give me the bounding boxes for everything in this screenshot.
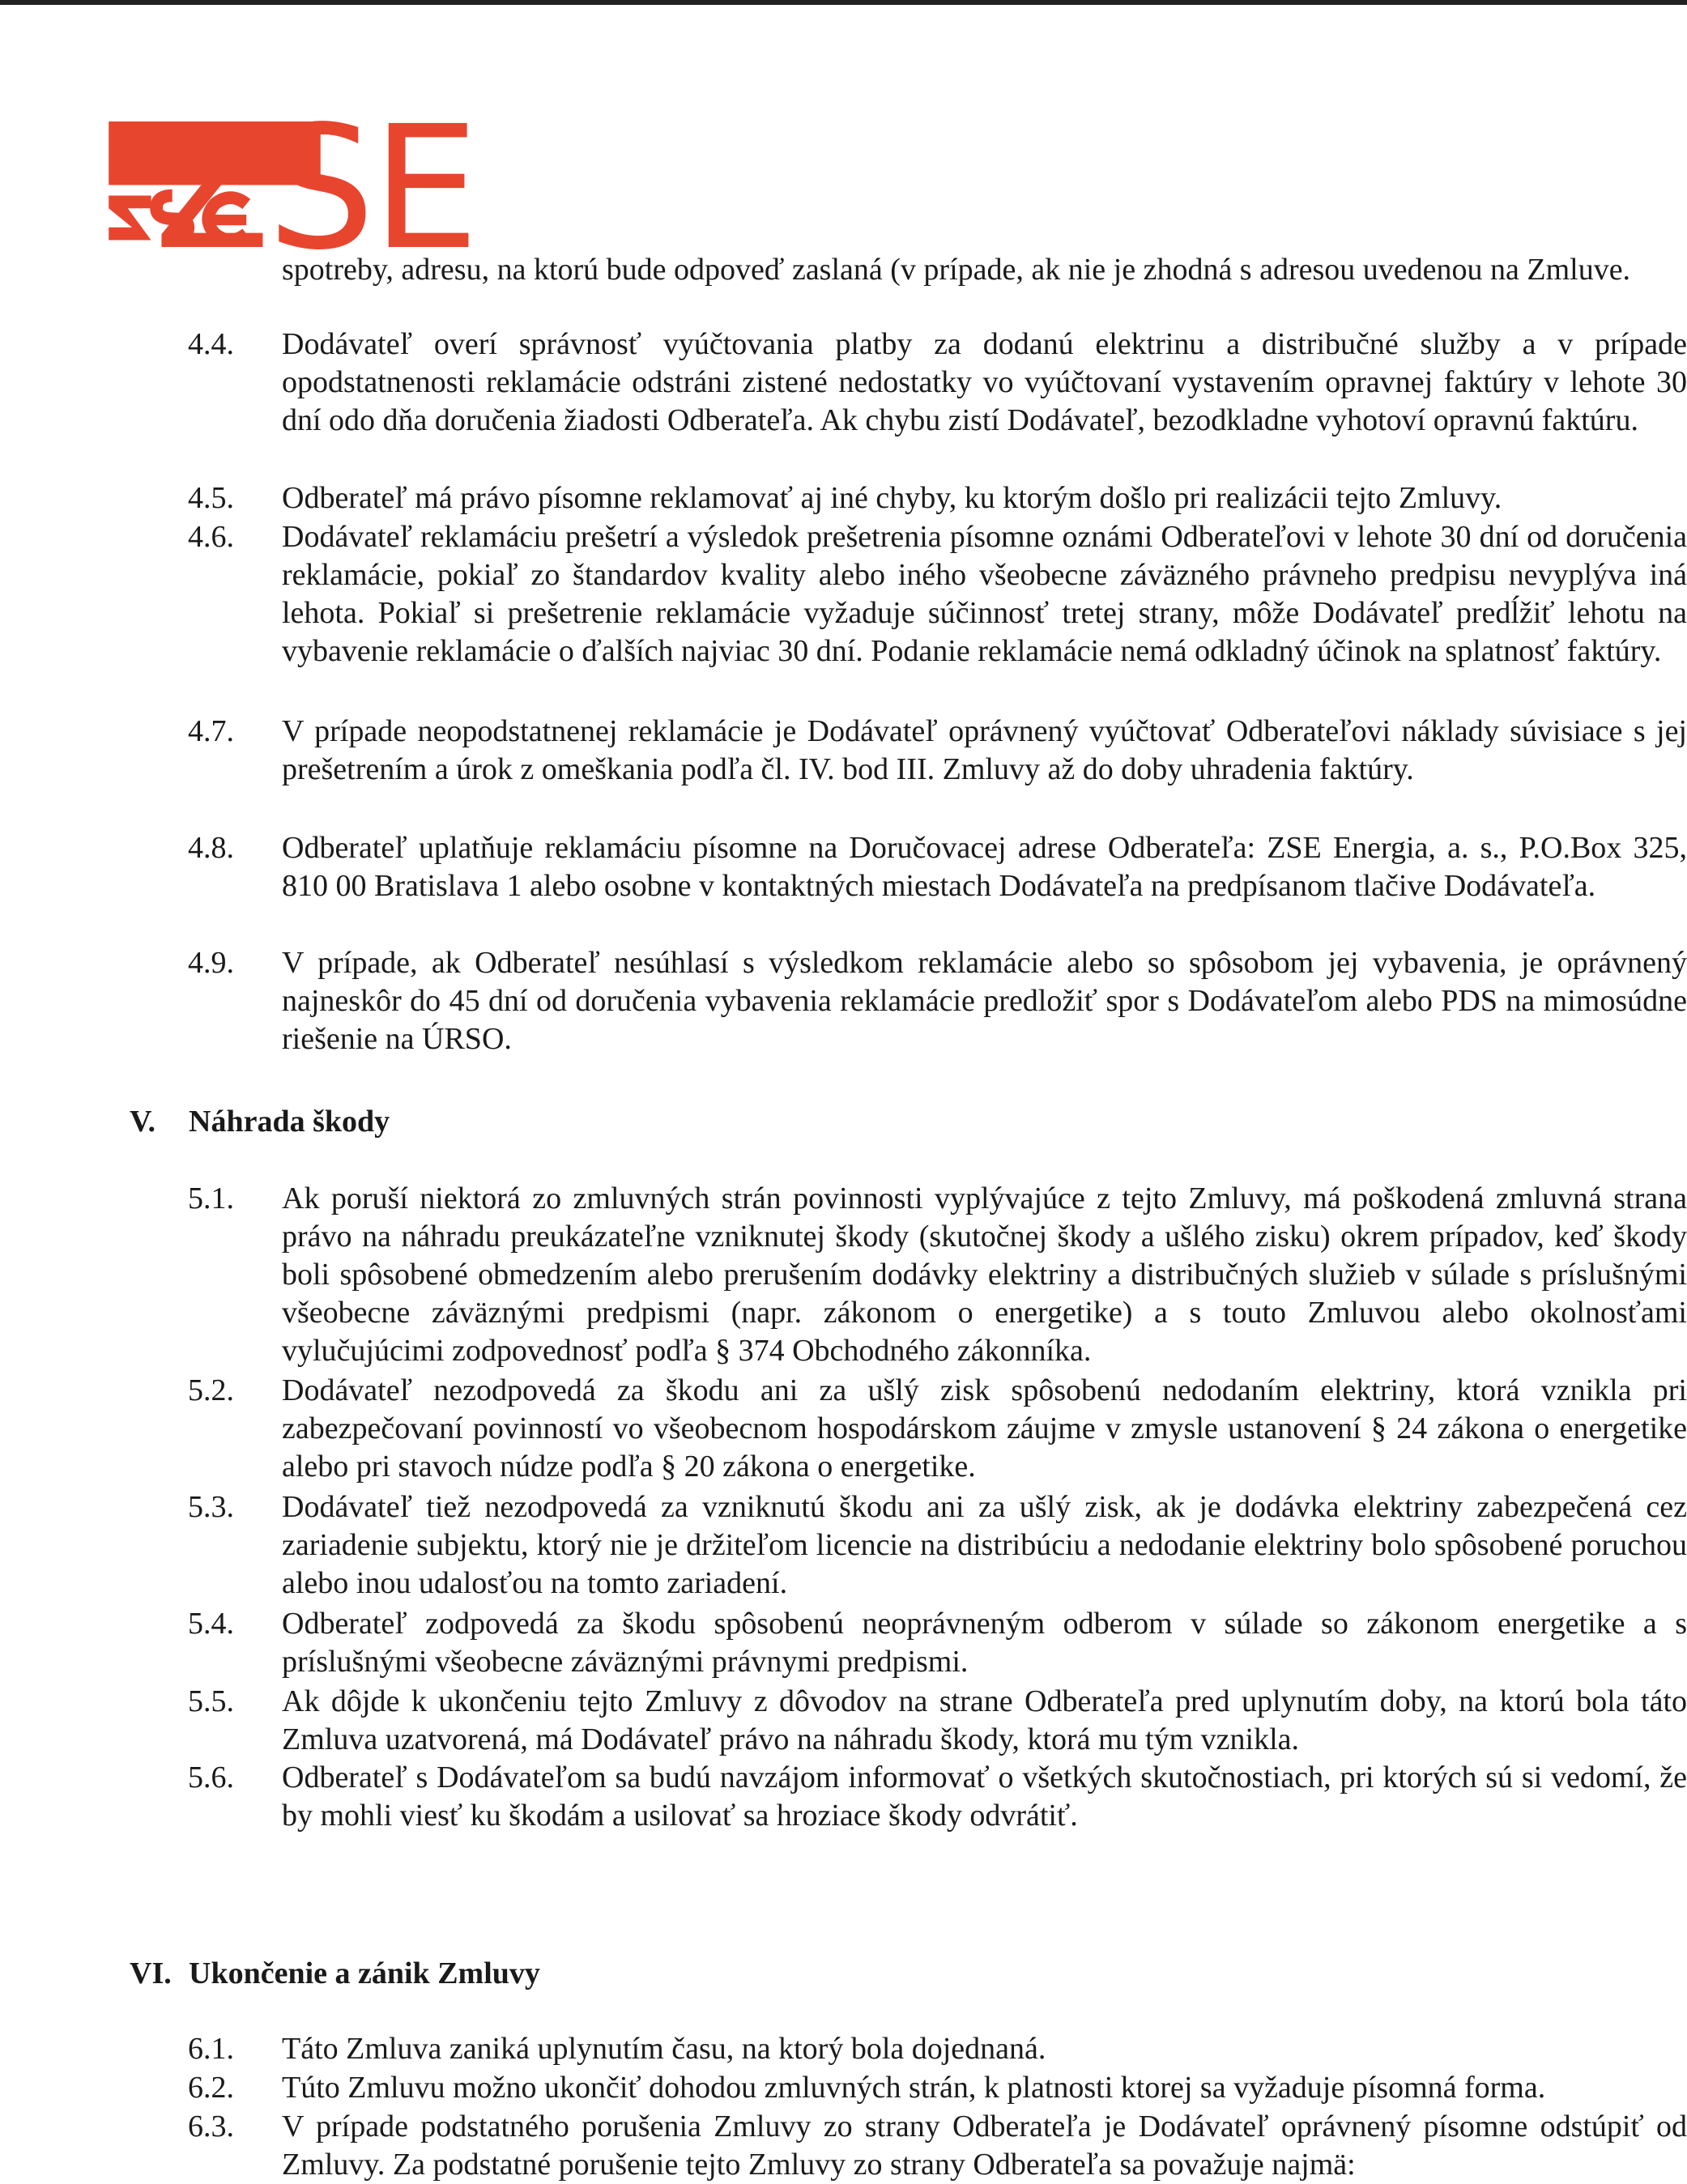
clause-number: 4.6. — [188, 520, 234, 554]
clause-text: Ak poruší niektorá zo zmluvných strán povinnosti vyplývajúce z tejto Zmluvy, má poškodená zmluvná strana právo na náhradu preukázateľne vzniknutej škody (skutočnej škody a ušlého zisku) okrem prípadov, keď škody boli spôsobené obmedzením alebo prerušením dodávky elektriny a distribučných služieb v súlade s príslušnými všeobecne záväznými predpismi (napr. zákonom o energetike) a s touto Zmluvou alebo okolnosťami vylučujúcimi zodpovednosť podľa § 374 Obchodného zákonníka. — [282, 1181, 1687, 1368]
clause-text: Dodávateľ nezodpovedá za škodu ani za ušlý zisk spôsobenú nedodaním elektriny, ktorá vznikla pri zabezpečovaní povinností vo všeobecnom hospodárskom záujme v zmysle ustanovení § 24 zákona o energetike alebo pri stavoch núdze podľa § 20 zákona o energetike. — [282, 1373, 1687, 1484]
clause-number: 4.5. — [188, 481, 234, 515]
clause-text: Ak dôjde k ukončeniu tejto Zmluvy z dôvodov na strane Odberateľa pred uplynutím doby, na ktorú bola táto Zmluva uzatvorená, má Dodávateľ právo na náhradu škody, ktorá mu tým vznikla. — [282, 1684, 1687, 1756]
clause-text: Dodávateľ overí správnosť vyúčtovania platby za dodanú elektrinu a distribučné služby a v prípade opodstatnenosti reklamácie odstráni zistené nedostatky vo vyúčtovaní vystavením opravnej faktúry v lehote 30 dní odo dňa doručenia žiadosti Odberateľa. Ak chybu zistí Dodávateľ, bezodkladne vyhotoví opravnú faktúru. — [282, 327, 1687, 437]
section-title: Ukončenie a zánik Zmluvy — [189, 1956, 540, 1990]
clause-number: 4.9. — [188, 946, 234, 980]
clause-text: Odberateľ uplatňuje reklamáciu písomne na Doručovacej adrese Odberateľa: ZSE Energia, a. s., P.O.Box 325, 810 00 Bratislava 1 alebo osobne v kontaktných miestach Dodávateľa na predpísanom tlačive Dodávateľa. — [282, 831, 1687, 903]
clause-text: V prípade, ak Odberateľ nesúhlasí s výsledkom reklamácie alebo so spôsobom jej vybavenia, je oprávnený najneskôr do 45 dní od doručenia vybavenia reklamácie predložiť spor s Dodávateľom alebo PDS na mimosúdne riešenie na ÚRSO. — [282, 946, 1687, 1056]
clause-text: Odberateľ s Dodávateľom sa budú navzájom informovať o všetkých skutočnostiach, pri ktorých sú si vedomí, že by mohli viesť ku škodám a usilovať sa hroziace škody odvrátiť. — [282, 1760, 1687, 1833]
clause-text: Odberateľ má právo písomne reklamovať aj iné chyby, ku ktorým došlo pri realizácii tejto Zmluvy. — [282, 481, 1502, 515]
clause-text: Dodávateľ reklamáciu prešetrí a výsledok prešetrenia písomne oznámi Odberateľovi v lehote 30 dní od doručenia reklamácie, pokiaľ zo štandardov kvality alebo iného všeobecne záväzného právneho predpisu nevyplýva iná lehota. Pokiaľ si prešetrenie reklamácie vyžaduje súčinnosť tretej strany, môže Dodávateľ predĺžiť lehotu na vybavenie reklamácie o ďalších najviac 30 dní. Podanie reklamácie nemá odkladný účinok na splatnosť faktúry. — [282, 520, 1687, 668]
clause-number: 6.3. — [188, 2109, 234, 2144]
zse-logo-text: ZSE — [154, 89, 476, 287]
clause-text: V prípade podstatného porušenia Zmluvy zo strany Odberateľa je Dodávateľ oprávnený písomne odstúpiť od Zmluvy. Za podstatné porušenie tejto Zmluvy zo strany Odberateľa sa považuje najmä: — [282, 2109, 1687, 2182]
clause-number: 4.8. — [188, 831, 234, 865]
clause-number: 4.4. — [188, 327, 234, 361]
clause-text: V prípade neopodstatnenej reklamácie je Dodávateľ oprávnený vyúčtovať Odberateľovi náklady súvisiace s jej prešetrením a úrok z omeškania podľa čl. IV. bod III. Zmluvy až do doby uhradenia faktúry. — [282, 714, 1687, 786]
clause-number: 5.6. — [188, 1760, 234, 1794]
clause-number: 6.2. — [188, 2071, 234, 2105]
clause-text: Odberateľ zodpovedá za škodu spôsobenú neoprávneným odberom v súlade so zákonom energetike a s príslušnými všeobecne záväznými právnymi predpismi. — [282, 1607, 1687, 1679]
page-top-border — [0, 0, 1687, 5]
section-number: VI. — [130, 1956, 172, 1990]
clause-number: 5.5. — [188, 1684, 234, 1718]
clause-number: 5.1. — [188, 1181, 234, 1215]
clause-text: Dodávateľ tiež nezodpovedá za vzniknutú škodu ani za ušlý zisk, ak je dodávka elektriny zabezpečená cez zariadenie subjektu, ktorý nie je držiteľom licencie na distribúciu a nedodanie elektriny bolo spôsobené poruchou alebo inou udalosťou na tomto zariadení. — [282, 1490, 1687, 1600]
section-number: V. — [130, 1105, 156, 1139]
clause-text: Túto Zmluvu možno ukončiť dohodou zmluvných strán, k platnosti ktorej sa vyžaduje písomná forma. — [282, 2071, 1546, 2105]
clause-text: spotreby, adresu, na ktorú bude odpoveď zaslaná (v prípade, ak nie je zhodná s adresou uvedenou na Zmluve. — [282, 253, 1631, 287]
clause-number: 5.2. — [188, 1373, 234, 1407]
clause-number: 4.7. — [188, 714, 234, 748]
section-title: Náhrada škody — [189, 1105, 390, 1139]
clause-number: 5.3. — [188, 1490, 234, 1524]
clause-text: Táto Zmluva zaniká uplynutím času, na ktorý bola dojednaná. — [282, 2032, 1046, 2066]
clause-number: 5.4. — [188, 1607, 234, 1641]
clause-number: 6.1. — [188, 2032, 234, 2066]
